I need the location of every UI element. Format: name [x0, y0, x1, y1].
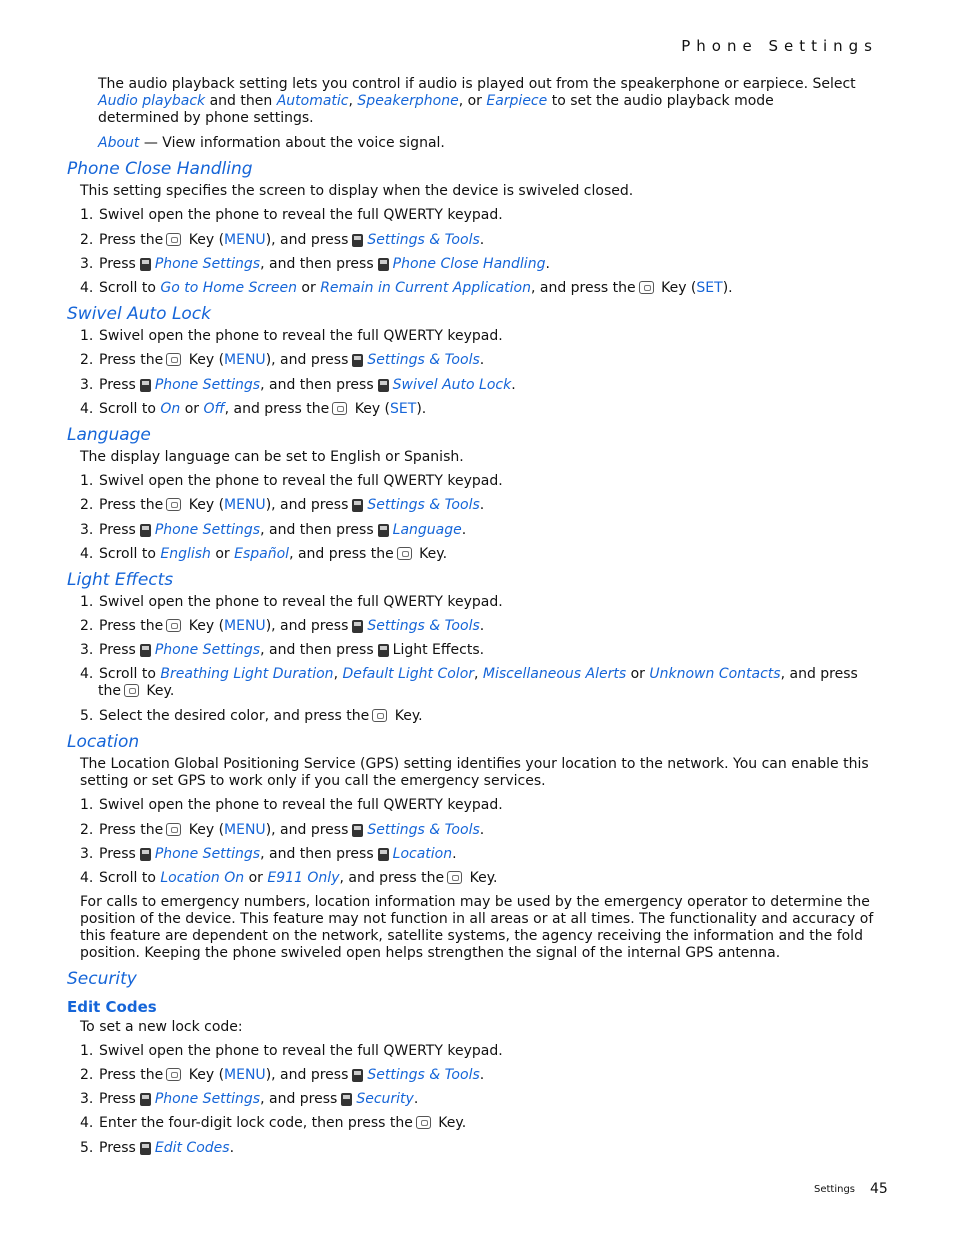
ok-key-icon: [166, 353, 181, 366]
ok-key-icon: [639, 281, 654, 294]
list-item: 2. Press the Key (MENU), and press Settings & Tools.: [80, 352, 485, 368]
footer-section: Settings: [814, 1184, 856, 1195]
list-item: 1. Swivel open the phone to reveal the full QWERTY keypad.: [80, 797, 503, 813]
list-item: 2. Press the Key (MENU), and press Settings & Tools.: [80, 497, 485, 513]
n-key-icon: [352, 1069, 363, 1082]
phone-close-desc: This setting specifies the screen to display when the device is swiveled closed.: [80, 183, 634, 199]
n-key-icon: [352, 620, 363, 633]
language-desc: The display language can be set to English or Spanish.: [80, 449, 464, 465]
list-item: 3. Press Phone Settings, and then press Phone Close Handling.: [80, 256, 550, 272]
list-item: 1. Swivel open the phone to reveal the full QWERTY keypad.: [80, 594, 503, 610]
list-item: 1. Swivel open the phone to reveal the full QWERTY keypad.: [80, 473, 503, 489]
list-item: 2. Press the Key (MENU), and press Settings & Tools.: [80, 618, 485, 634]
ok-key-icon: [416, 1116, 431, 1129]
ok-key-icon: [166, 823, 181, 836]
g-key-icon: [140, 848, 151, 861]
k-key-icon: [341, 1093, 352, 1106]
ok-key-icon: [166, 619, 181, 632]
page-number: 45: [870, 1181, 888, 1197]
ok-key-icon: [447, 871, 462, 884]
list-item: 3. Press Phone Settings, and press Security.: [80, 1091, 419, 1107]
list-item: 3. Press Phone Settings, and then press Light Effects.: [80, 642, 485, 658]
ok-key-icon: [166, 233, 181, 246]
n-key-icon: [352, 824, 363, 837]
n-key-icon: [352, 354, 363, 367]
heading-security: Security: [67, 969, 137, 989]
heading-phone-close-handling: Phone Close Handling: [67, 159, 253, 179]
heading-edit-codes: Edit Codes: [67, 998, 157, 1016]
about-line: About — View information about the voice signal.: [98, 135, 445, 151]
list-item: 4. Enter the four-digit lock code, then press the Key.: [80, 1115, 467, 1131]
ok-key-icon: [166, 498, 181, 511]
g-key-icon: [140, 379, 151, 392]
ok-key-icon: [124, 684, 139, 697]
list-item: 2. Press the Key (MENU), and press Settings & Tools.: [80, 822, 485, 838]
list-item: 3. Press Phone Settings, and then press Location.: [80, 846, 457, 862]
heading-light-effects: Light Effects: [67, 570, 174, 590]
list-item: 5. Select the desired color, and press the Key.: [80, 708, 423, 724]
g-key-icon: [140, 644, 151, 657]
g-key-icon: [140, 524, 151, 537]
list-item: 3. Press Phone Settings, and then press Swivel Auto Lock.: [80, 377, 516, 393]
list-item: 4. Scroll to English or Español, and press the Key.: [80, 546, 448, 562]
list-item: 3. Press Phone Settings, and then press Language.: [80, 522, 467, 538]
location-note: For calls to emergency numbers, location information may be used by the emergency operator to determine the position of the device. This feature may not function in all areas or at all times. The functionality and accuracy of this feature are dependent on the network, satellite systems, the agency receiving the information and the fold position. Keeping the phone swiveled open helps strengthen the signal of the internal GPS antenna.: [80, 894, 874, 961]
list-item: 5. Press Edit Codes.: [80, 1140, 235, 1156]
h-key-icon: [378, 524, 389, 537]
list-item: 2. Press the Key (MENU), and press Settings & Tools.: [80, 232, 485, 248]
n-key-icon: [352, 234, 363, 247]
list-item: 4. Scroll to Location On or E911 Only, and press the Key.: [80, 870, 498, 886]
heading-swivel-auto-lock: Swivel Auto Lock: [67, 304, 212, 324]
n-key-icon: [352, 499, 363, 512]
b-key-icon: [140, 1142, 151, 1155]
heading-location: Location: [67, 732, 140, 752]
security-desc: To set a new lock code:: [80, 1019, 243, 1035]
audio-paragraph: The audio playback setting lets you control if audio is played out from the speakerphone or earpiece. Select Audio playback and then Automatic, Speakerphone, or Earpiece to set the audio playback mode determined by phone settings.: [98, 76, 856, 126]
g-key-icon: [378, 379, 389, 392]
list-item: 4. Scroll to Go to Home Screen or Remain in Current Application, and press the Key (SET).: [80, 280, 733, 296]
list-item: 1. Swivel open the phone to reveal the full QWERTY keypad.: [80, 207, 503, 223]
list-item: 2. Press the Key (MENU), and press Settings & Tools.: [80, 1067, 485, 1083]
list-item: 4. Scroll to Breathing Light Duration, Default Light Color, Miscellaneous Alerts or Unknown Contacts, and press the Key.: [80, 666, 858, 699]
location-desc: The Location Global Positioning Service (GPS) setting identifies your location to the network. You can enable this setting or set GPS to work only if you call the emergency services.: [80, 756, 869, 789]
running-header: Phone Settings: [681, 37, 878, 55]
list-item: 1. Swivel open the phone to reveal the full QWERTY keypad.: [80, 1043, 503, 1059]
g-key-icon: [140, 1093, 151, 1106]
ok-key-icon: [166, 1068, 181, 1081]
f-key-icon: [378, 258, 389, 271]
ok-key-icon: [397, 547, 412, 560]
v-key-icon: [378, 644, 389, 657]
heading-language: Language: [67, 425, 151, 445]
j-key-icon: [378, 848, 389, 861]
ok-key-icon: [372, 709, 387, 722]
g-key-icon: [140, 258, 151, 271]
ok-key-icon: [332, 402, 347, 415]
list-item: 1. Swivel open the phone to reveal the full QWERTY keypad.: [80, 328, 503, 344]
list-item: 4. Scroll to On or Off, and press the Key (SET).: [80, 401, 427, 417]
